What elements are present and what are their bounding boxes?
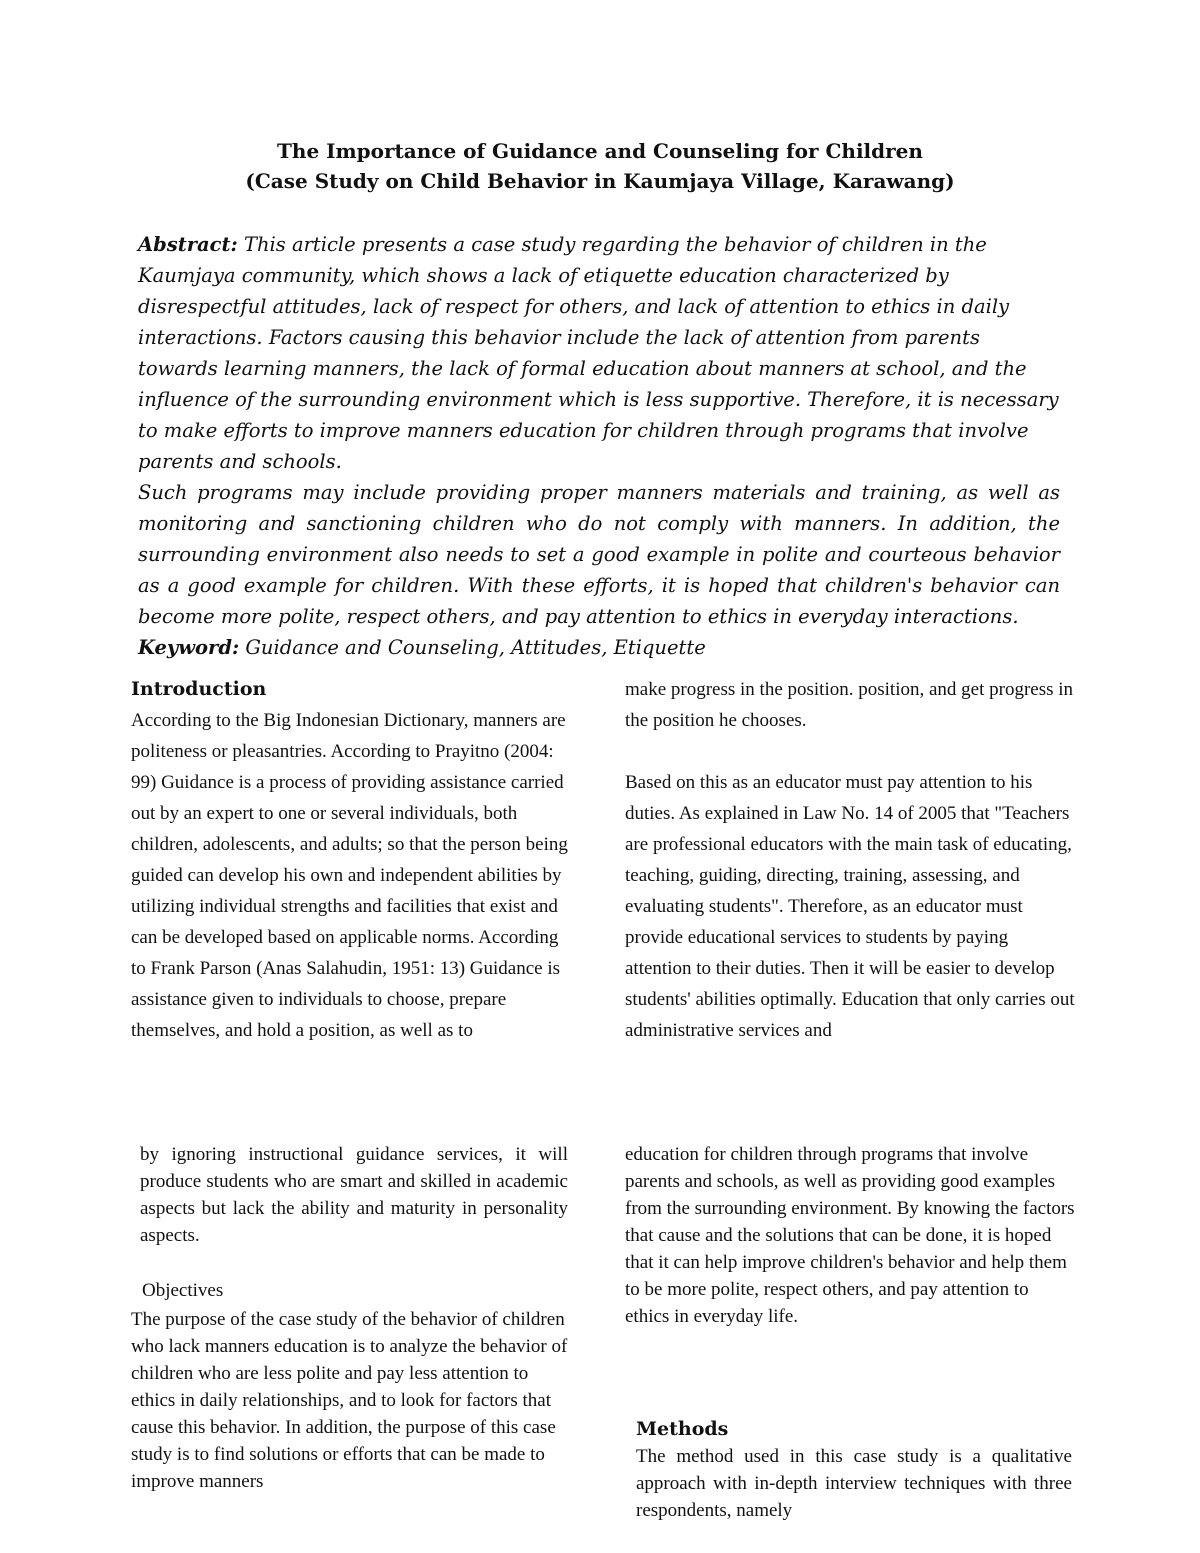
title-line-1: The Importance of Guidance and Counseling for Children — [277, 139, 923, 163]
right-top-text: make progress in the position. position, and get progress in the position he chooses. — [625, 679, 1074, 731]
right-paragraph-2: Based on this as an educator must pay attention to his duties. As explained in Law No. 14 of 2005 that "Teachers are professional educators with the main task of educating, teaching, guiding, directing, training, assessing, and evaluating students". Therefore, as an educator must provide educational services to students by paying attention to their duties. Then it will be easier to develop students' abilities optimally. Education that only carries out administrative services and — [625, 772, 1075, 1041]
objectives-text: The purpose of the case study of the behavior of children who lack manners education is to analyze the behavior of children who are less polite and pay less attention to ethics in daily relationships, and to look for factors that cause this behavior. In addition, the purpose of this case study is to find solutions or efforts that can be made to improve manners — [131, 1309, 568, 1492]
left-continued-text: by ignoring instructional guidance services, it will produce students who are smart and skilled in academic aspects but lack the ability and maturity in personality aspects. — [140, 1144, 568, 1246]
keyword-values: Guidance and Counseling, Attitudes, Etiquette — [245, 636, 706, 659]
methods-block — [636, 1416, 1086, 1524]
abstract-paragraph-1 — [138, 229, 1060, 477]
introduction-heading: Introduction — [131, 678, 267, 700]
objectives-heading: Objectives — [142, 1280, 224, 1301]
methods-heading: Methods — [636, 1418, 729, 1440]
methods-text: The method used in this case study is a qualitative approach with in-depth interview techniques with three respondents, namely — [636, 1446, 1072, 1521]
abstract-block — [138, 229, 1060, 663]
title-line-2: (Case Study on Child Behavior in Kaumjaya Village, Karawang) — [245, 169, 955, 193]
introduction-text: According to the Big Indonesian Dictionary, manners are politeness or pleasantries. According to Prayitno (2004: 99) Guidance is a process of providing assistance carried out by an expert to one or several individuals, both children, adolescents, and adults; so that the person being guided can develop his own and independent abilities by utilizing individual strengths and facilities that exist and can be developed based on applicable norms. According to Frank Parson (Anas Salahudin, 1951: 13) Guidance is assistance given to individuals to choose, prepare themselves, and hold a position, as well as to — [131, 710, 568, 1041]
right-paragraph-3: education for children through programs that involve parents and schools, as well as providing good examples from the surrounding environment. By knowing the factors that cause and the solutions that can be done, it is hoped that it can help improve children's behavior and help them to be more polite, respect others, and pay attention to ethics in everyday life. — [625, 1144, 1075, 1327]
abstract-text-1: This article presents a case study regarding the behavior of children in the Kaumjaya community, which shows a lack of etiquette education characterized by disrespectful attitudes, lack of respect for others, and lack of attention to ethics in daily interactions. Factors causing this behavior include the lack of attention from parents towards learning manners, the lack of formal education about manners at school, and the influence of the surrounding environment which is less supportive. Therefore, it is necessary to make efforts to improve manners education for children through programs that involve parents and schools. — [138, 233, 1059, 473]
abstract-paragraph-2: Such programs may include providing proper manners materials and training, as well as monitoring and sanctioning children who do not comply with manners. In addition, the surrounding environment also needs to set a good example in polite and courteous behavior as a good example for children. With these efforts, it is hoped that children's behavior can become more polite, respect others, and pay attention to ethics in everyday interactions. — [138, 481, 1060, 628]
left-column-top — [131, 674, 571, 1046]
keyword-line — [138, 632, 1060, 663]
paper-title — [0, 136, 1200, 196]
keyword-label: Keyword: — [138, 636, 240, 659]
abstract-label: Abstract: — [138, 233, 238, 256]
